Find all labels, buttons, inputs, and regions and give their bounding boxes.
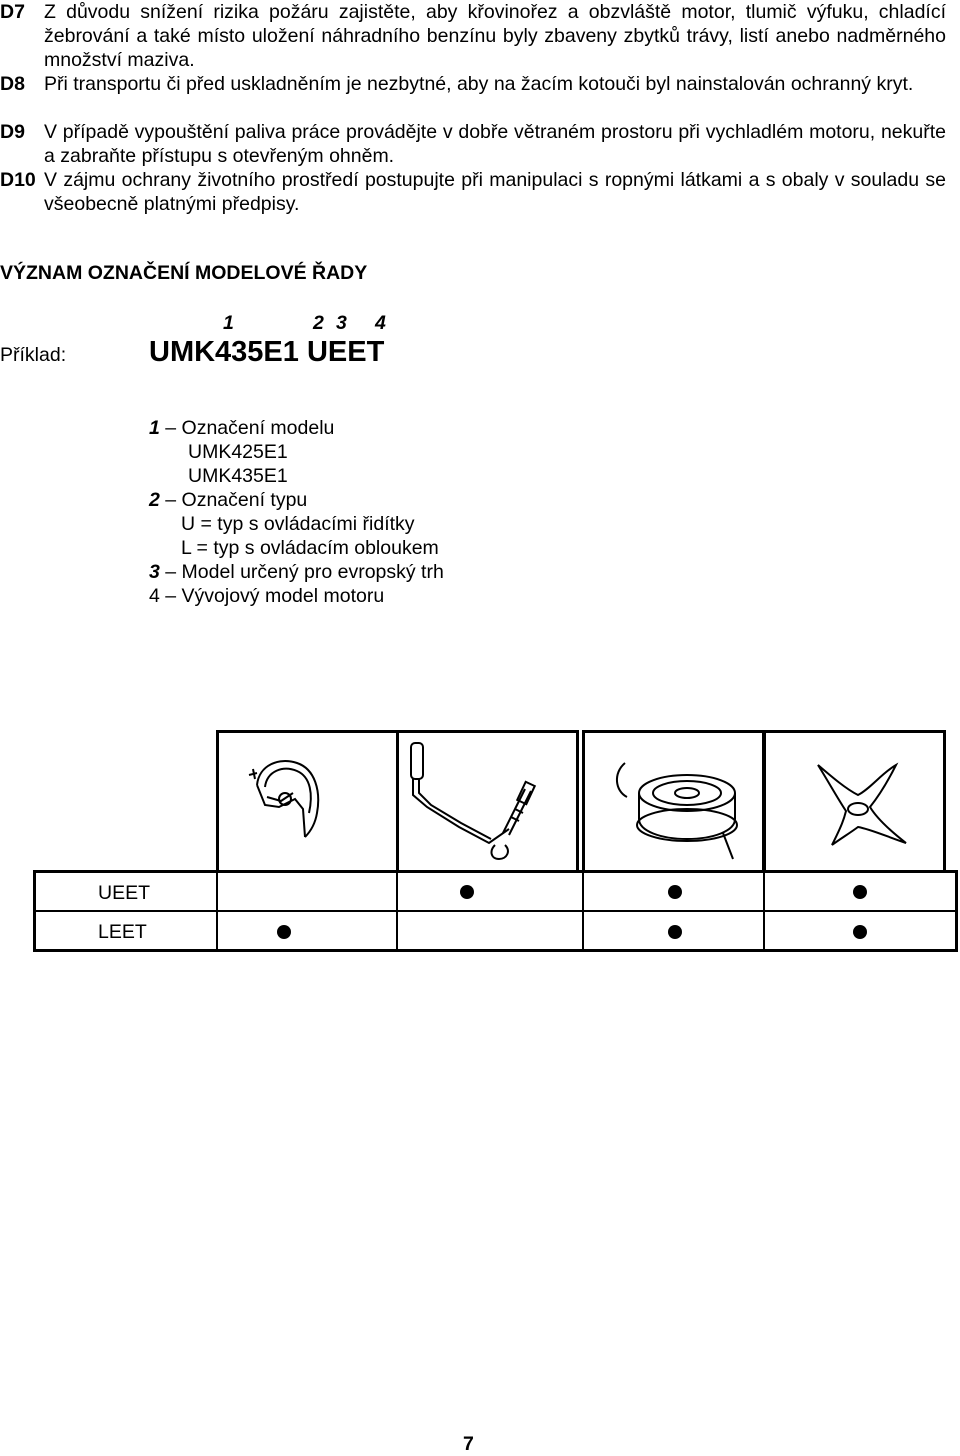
availability-dot — [853, 925, 867, 939]
bike-handle-icon — [399, 733, 576, 873]
paragraph-d7 — [0, 0, 946, 72]
legend-row: UMK425E1 — [188, 441, 288, 463]
table-col-divider — [763, 870, 765, 952]
paragraph-code: D10 — [0, 169, 36, 191]
paragraph-text: Z důvodu snížení rizika požáru zajistěte, aby křovinořez a obzvláště motor, tlumič výfuku, chladící žebrování a také místo uložení náhradního benzínu byly zbaveny zbytků trávy, listí anebo nadměrného množství maziva. — [44, 1, 946, 71]
paragraph-text: Při transportu či před uskladněním je nezbytné, aby na žacím kotouči byl nainstalován ochranný kryt. — [44, 73, 914, 95]
position-digit-2: 2 — [313, 312, 324, 334]
legend-row: UMK435E1 — [188, 465, 288, 487]
paragraph-d9 — [0, 120, 946, 168]
table-row-label-ueet: UEET — [98, 882, 151, 904]
position-digit-4: 4 — [375, 312, 386, 334]
legend-row: L = typ s ovládacím obloukem — [181, 537, 439, 559]
table-col-divider — [396, 870, 398, 952]
paragraph-text: V zájmu ochrany životního prostředí postupujte při manipulaci s ropnými látkami a s obaly v souladu se všeobecně platnými předpisy. — [44, 169, 946, 215]
availability-dot — [853, 885, 867, 899]
picture-cell-trimmer-head — [582, 730, 765, 873]
table-row-divider — [33, 910, 958, 912]
legend-text: – Označení typu — [159, 489, 308, 511]
legend-number: 3 — [149, 561, 160, 583]
legend-row — [149, 416, 444, 440]
availability-dot — [668, 885, 682, 899]
position-digit-3: 3 — [336, 312, 347, 334]
trimmer-head-icon — [585, 733, 762, 873]
paragraph-code: D7 — [0, 1, 25, 23]
loop-handle-icon — [219, 733, 396, 873]
table-row-label-leet: LEET — [98, 921, 147, 943]
availability-dot — [668, 925, 682, 939]
example-model-code: UMK435E1 UEET — [149, 336, 385, 368]
3-tooth-blade-icon — [766, 733, 958, 873]
paragraph-code: D9 — [0, 121, 25, 143]
legend-text: – Označení modelu — [159, 417, 335, 439]
legend-number: 1 — [149, 417, 160, 439]
availability-dot — [277, 925, 291, 939]
legend-text: – Model určený pro evropský trh — [159, 561, 444, 583]
paragraph-d10 — [0, 168, 946, 216]
position-digit-1: 1 — [223, 312, 234, 334]
legend-row — [149, 560, 444, 584]
section-heading: VÝZNAM OZNAČENÍ MODELOVÉ ŘADY — [0, 262, 368, 284]
legend-row: U = typ s ovládacími řidítky — [181, 513, 415, 535]
table-col-divider — [216, 870, 218, 952]
designation-legend — [149, 416, 444, 608]
example-label: Příklad: — [0, 344, 67, 366]
page-number: 7 — [463, 1433, 474, 1455]
paragraph-code: D8 — [0, 73, 25, 95]
picture-cell-loop-handle — [216, 730, 399, 873]
legend-row — [149, 488, 444, 512]
paragraph-text: V případě vypouštění paliva práce provádějte v dobře větraném prostoru při vychladlém motoru, nekuřte a zabraňte přístupu s otevřeným ohněm. — [44, 121, 946, 167]
picture-cell-bike-handle — [396, 730, 579, 873]
picture-cell-3-tooth-blade — [763, 730, 946, 873]
table-col-divider — [582, 870, 584, 952]
paragraph-d8 — [0, 72, 946, 96]
availability-dot — [460, 885, 474, 899]
legend-row: 4 – Vývojový model motoru — [149, 585, 385, 607]
legend-number: 2 — [149, 489, 160, 511]
